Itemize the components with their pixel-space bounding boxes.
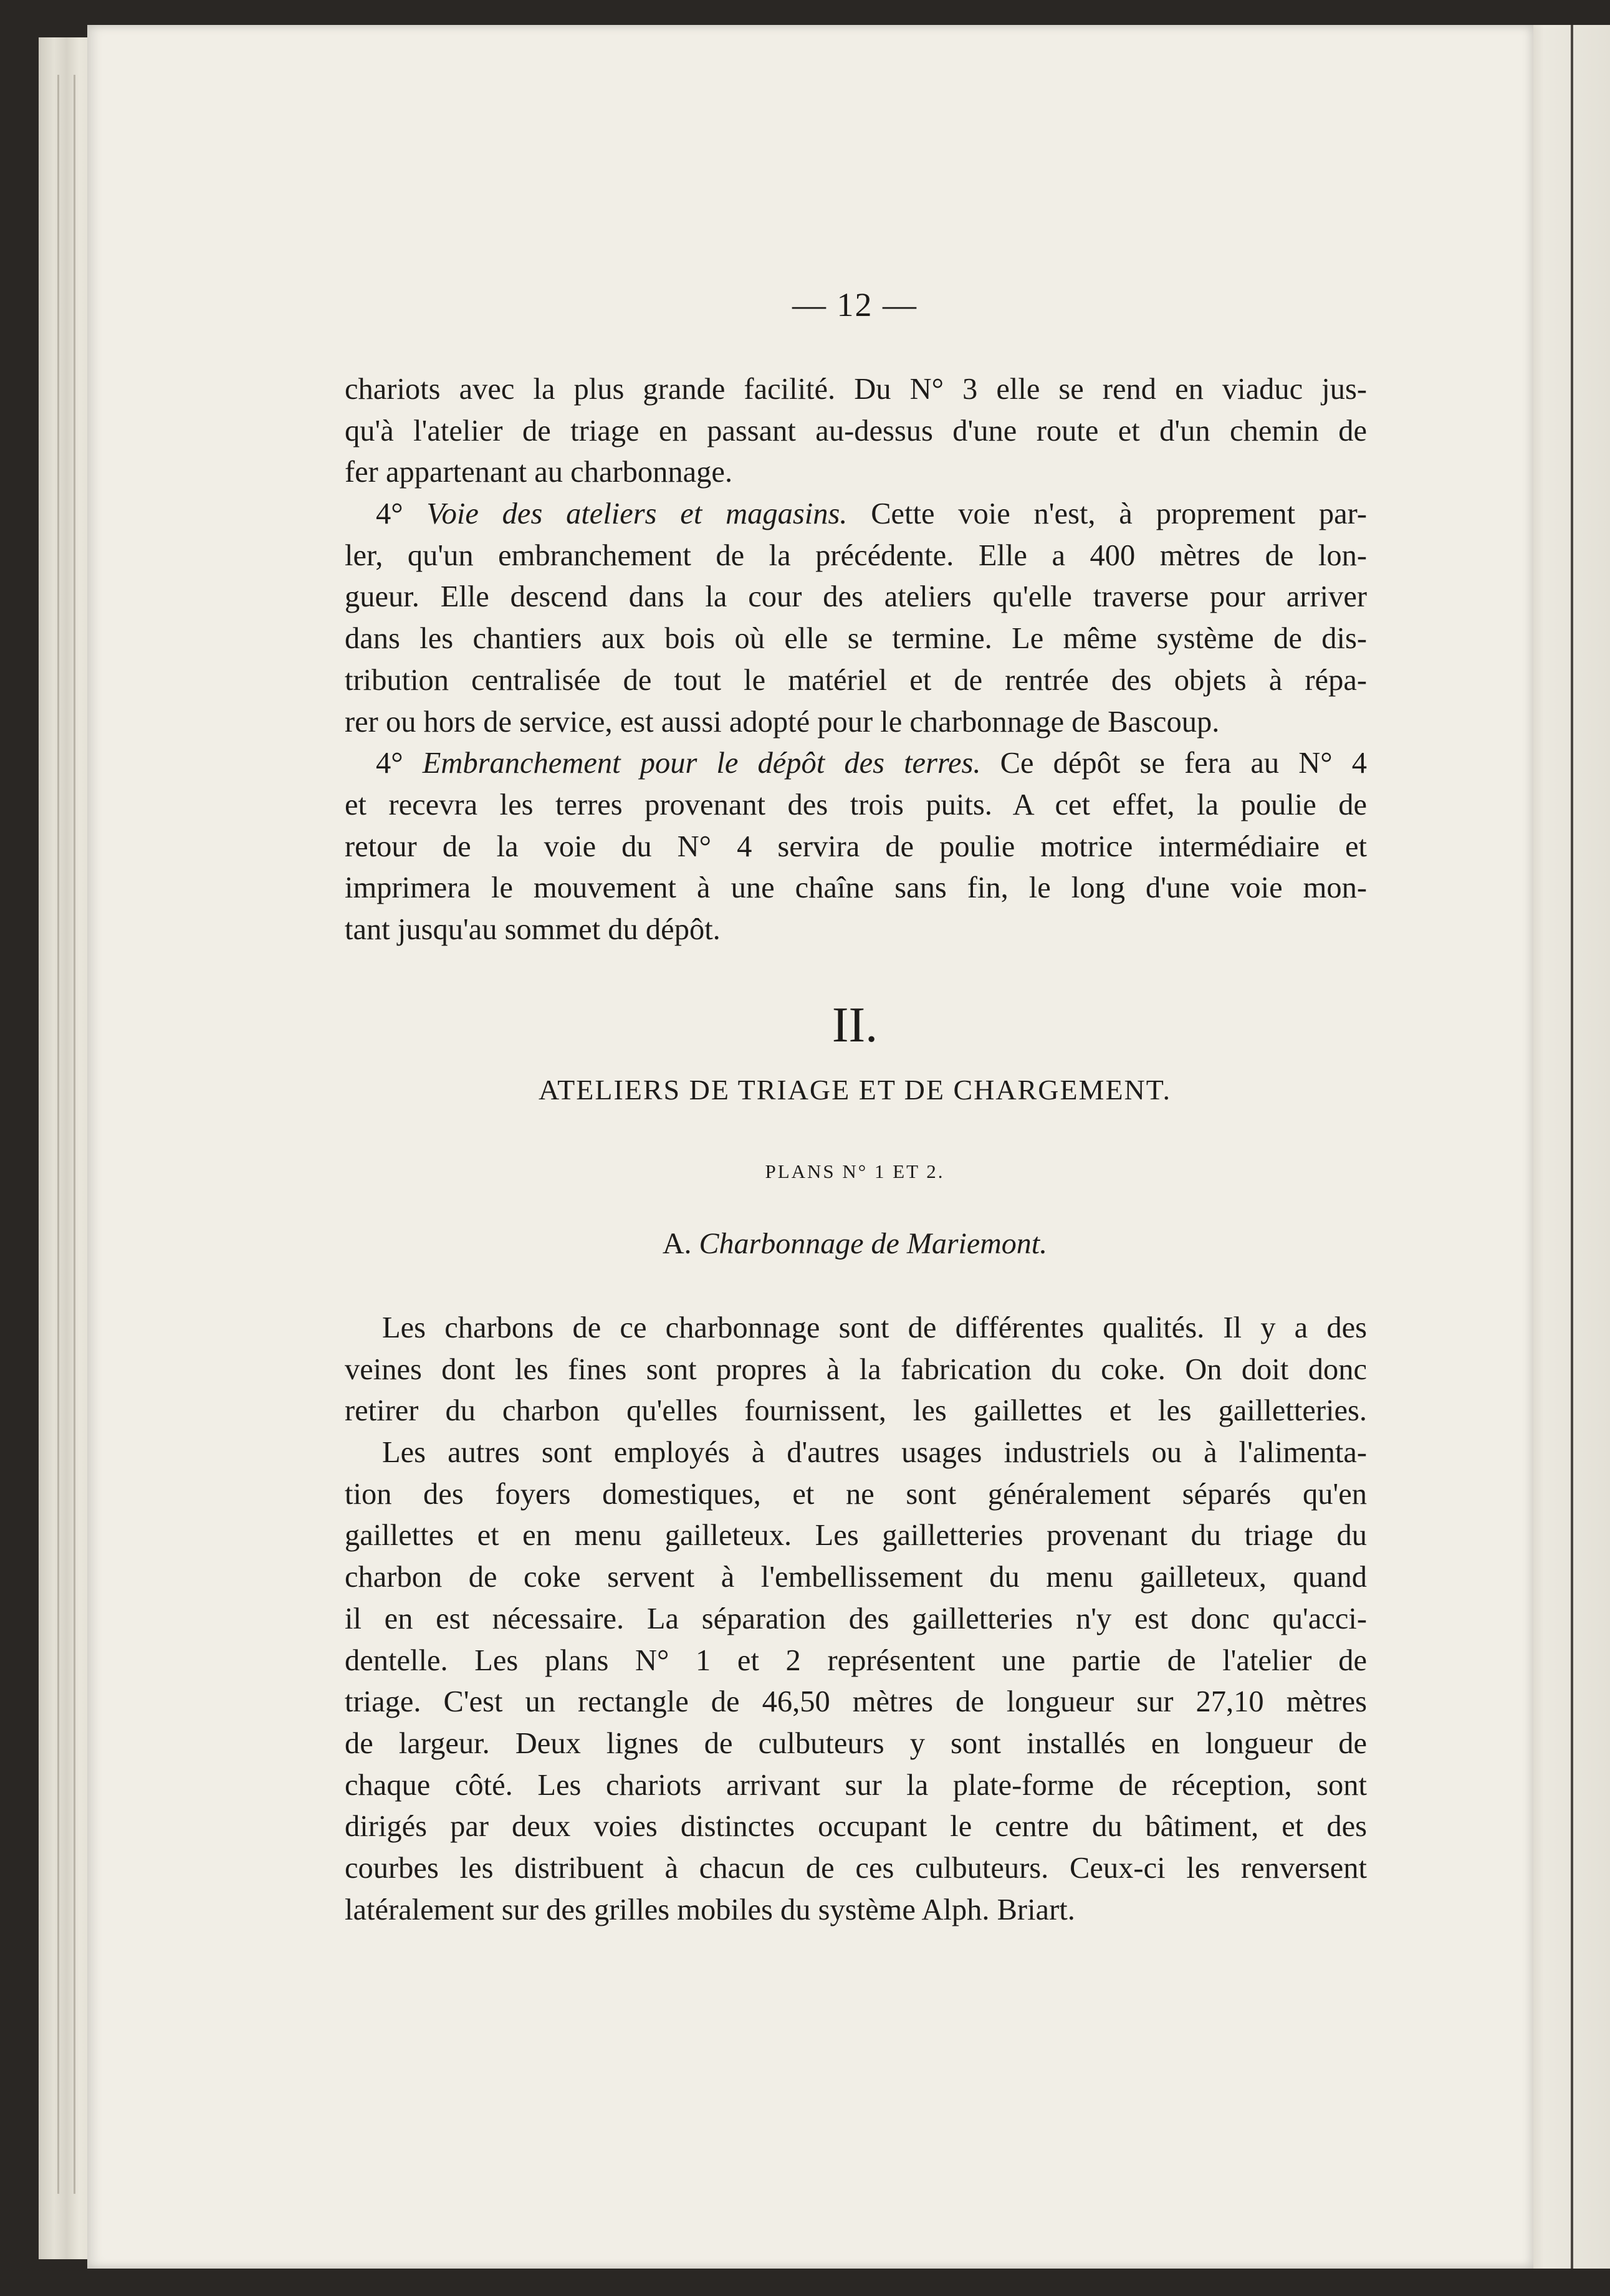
item-text: Cette voie n'est, à proprement par- [871,497,1367,531]
section-plans-reference: PLANS N° 1 ET 2. [765,1160,945,1182]
section-title: ATELIERS DE TRIAGE ET DE CHARGEMENT. [539,1074,1171,1106]
page-number: — 12 — [792,286,918,323]
text-line: fer appartenant au charbonnage. [345,456,733,489]
subsection-title: Charbonnage de Mariemont. [699,1227,1048,1260]
adjacent-page-gutter [1571,25,1573,2269]
text-line: courbes les distribuent à chacun de ces culbuteurs. Ceux-ci les renversent [345,1851,1367,1885]
text-line: et recevra les terres provenant des trois puits. A cet effet, la poulie de [345,788,1367,821]
page-edge-line [57,75,59,2194]
text-line: veines dont les fines sont propres à la fabrication du coke. On doit donc [345,1352,1367,1386]
text-line: gueur. Elle descend dans la cour des ateliers qu'elle traverse pour arriver [345,580,1367,614]
text-line: chaque côté. Les chariots arrivant sur la plate-forme de réception, sont [345,1768,1367,1802]
text-line: qu'à l'atelier de triage en passant au-dessus d'une route et d'un chemin de [345,414,1367,447]
text-line: Les autres sont employés à d'autres usages industriels ou à l'alimenta- [382,1436,1367,1470]
text-line: il en est nécessaire. La séparation des gailletteries n'y est donc qu'acci- [345,1602,1367,1635]
paragraph-heading-line [345,743,1367,785]
text-line: latéralement sur des grilles mobiles du système Alph. Briart. [345,1893,1075,1926]
item-text: Ce dépôt se fera au N° 4 [1000,747,1368,780]
text-line: retour de la voie du N° 4 servira de poulie motrice intermédiaire et [345,830,1367,863]
text-line: Les charbons de ce charbonnage sont de différentes qualités. Il y a des [382,1311,1367,1344]
item-title: Voie des ateliers et magasins. [426,497,848,531]
text-line: tribution centralisée de tout le matériel et de rentrée des objets à répa- [345,663,1367,697]
paragraph-heading-line [345,494,1367,535]
item-number: 4° [376,747,403,780]
subsection-heading [0,1227,1610,1261]
text-line: tant jusqu'au sommet du dépôt. [345,912,721,946]
section-number: II. [831,998,878,1053]
text-block-lower [345,1308,1367,1931]
subsection-letter: A. [662,1227,692,1260]
book-page [87,25,1533,2269]
text-line: imprimera le mouvement à une chaîne sans fin, le long d'une voie mon- [345,871,1367,905]
text-line: dirigés par deux voies distinctes occupant le centre du bâtiment, et des [345,1810,1367,1844]
text-line: tion des foyers domestiques, et ne sont généralement séparés qu'en [345,1477,1367,1511]
text-line: chariots avec la plus grande facilité. Du N° 3 elle se rend en viaduc jus- [345,373,1367,406]
text-line: de largeur. Deux lignes de culbuteurs y sont installés en longueur de [345,1726,1367,1760]
item-number: 4° [376,497,403,531]
text-line: charbon de coke servent à l'embellissement du menu gailleteux, quand [345,1561,1367,1594]
text-line: ler, qu'un embranchement de la précédente. Elle a 400 mètres de lon- [345,538,1367,572]
text-line: triage. C'est un rectangle de 46,50 mètres de longueur sur 27,10 mètres [345,1685,1367,1719]
text-block-upper [345,369,1367,951]
text-line: rer ou hors de service, est aussi adopté pour le charbonnage de Bascoup. [345,705,1220,739]
text-line: dans les chantiers aux bois où elle se termine. Le même système de dis- [345,622,1367,656]
page-edge-line [74,75,75,2194]
text-line: gaillettes et en menu gailleteux. Les gailletteries provenant du triage du [345,1519,1367,1552]
text-line: retirer du charbon qu'elles fournissent, les gaillettes et les gailletteries. [345,1394,1367,1428]
adjacent-page-right [1527,25,1610,2269]
item-title: Embranchement pour le dépôt des terres. [422,747,981,780]
text-line: dentelle. Les plans N° 1 et 2 représentent une partie de l'atelier de [345,1643,1367,1677]
